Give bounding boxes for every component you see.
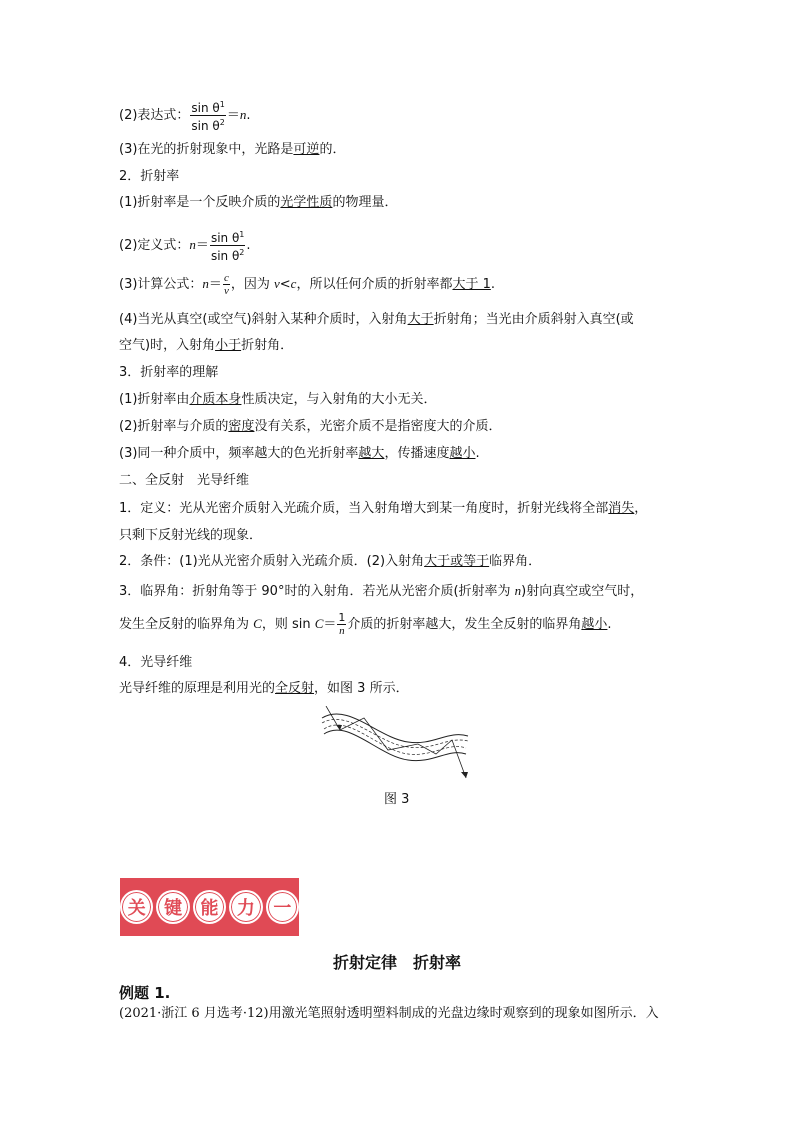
denominator: sin θ	[210, 249, 240, 263]
text: .	[475, 446, 480, 461]
fiber-inner-bottom	[324, 725, 466, 754]
text: ，传播速度	[384, 446, 450, 461]
underlined-answer: 越大	[358, 446, 385, 461]
text: (2)折射率与介质的	[119, 419, 229, 434]
vacuum-line-1	[119, 311, 634, 329]
heading-understanding: 3．折射率的理解	[119, 365, 219, 380]
text: .	[607, 617, 612, 632]
heading-fiber: 4．光导纤维	[119, 655, 193, 670]
text: 空气)时，入射角	[119, 338, 216, 353]
banner-char: 关	[120, 890, 153, 924]
condition-line	[119, 553, 541, 571]
underlined-answer: 光学性质	[280, 195, 333, 210]
understanding-1	[119, 391, 436, 409]
var-n: n	[514, 583, 522, 598]
text: (1)折射率是一个反映介质的	[119, 195, 281, 210]
heading-total-reflection: 二、全反射 光导纤维	[119, 473, 250, 488]
text: <	[279, 277, 291, 292]
underlined-answer: 越小	[581, 617, 608, 632]
text: (2)表达式：	[119, 108, 190, 123]
text: ＝	[195, 238, 209, 253]
sup: 2	[219, 118, 225, 127]
critical-angle-line-2	[119, 612, 612, 637]
text: 的物理量．	[332, 195, 398, 210]
text: ＝	[323, 617, 337, 632]
fraction	[337, 612, 346, 637]
numerator: 1	[338, 611, 346, 624]
fraction	[190, 98, 225, 133]
underlined-answer: 大于或等于	[424, 554, 490, 569]
fiber-outer-bottom	[324, 730, 466, 761]
text: (3)在光的折射现象中，光路是	[119, 142, 294, 157]
definition-tir-2: 只剩下反射光线的现象．	[119, 528, 263, 543]
expression-line	[119, 98, 251, 133]
var-n: n	[189, 237, 196, 252]
underlined-answer: 密度	[228, 419, 255, 434]
text: ，	[634, 501, 648, 516]
text: 2．条件：(1)光从光密介质射入光疏介质．(2)入射角	[119, 554, 425, 569]
optical-property-line	[119, 194, 397, 212]
figure-caption: 图 3	[384, 792, 410, 807]
text: .	[246, 108, 251, 123]
formula-line	[119, 272, 495, 297]
optical-fiber-figure	[318, 706, 470, 782]
var-C: C	[314, 616, 324, 631]
text: (3)同一种介质中，频率越大的色光折射率	[119, 446, 359, 461]
text: 1．定义：光从光密介质射入光疏介质，当入射角增大到某一角度时，折射光线将全部	[119, 501, 609, 516]
text: 介质的折射率越大，发生全反射的临界角	[347, 617, 582, 632]
text: (2)定义式：	[119, 238, 190, 253]
text: 发生全反射的临界角为	[119, 617, 254, 632]
text: 临界角．	[489, 554, 542, 569]
text: (3)计算公式：	[119, 277, 203, 292]
reversible-line	[119, 141, 345, 159]
text: 3．临界角：折射角等于 90°时的入射角．若光从光密介质(折射率为	[119, 584, 515, 599]
understanding-2	[119, 418, 501, 436]
text: ，如图 3 所示．	[314, 681, 409, 696]
text: ＝	[226, 108, 240, 123]
banner-char: 一	[266, 890, 299, 924]
text: (1)折射率由	[119, 392, 190, 407]
example-label: 例题 1.	[119, 984, 171, 1002]
key-ability-banner	[120, 878, 299, 936]
text: 没有关系，光密介质不是指密度大的介质．	[254, 419, 502, 434]
text: .	[490, 277, 495, 292]
heading-refractive-index: 2．折射率	[119, 169, 180, 184]
fiber-inner-top	[322, 719, 468, 747]
var-n: n	[202, 276, 209, 291]
underlined-answer: 可逆	[293, 142, 320, 157]
underlined-answer: 大于	[407, 312, 434, 327]
fraction	[223, 272, 230, 297]
fraction	[210, 228, 245, 263]
sup: 1	[239, 230, 245, 239]
var-C: C	[253, 616, 262, 631]
example-text: (2021·浙江 6 月选考·12)用激光笔照射透明塑料制成的光盘边缘时观察到的现象如图所示．入	[119, 1006, 659, 1021]
var-v: v	[273, 276, 280, 291]
sup: 1	[219, 100, 225, 109]
denominator: n	[339, 625, 345, 637]
numerator: c	[223, 272, 229, 284]
underlined-answer: 全反射	[275, 681, 315, 696]
vacuum-line-2	[119, 337, 293, 355]
banner-char: 能	[193, 890, 226, 924]
text: ，所以任何介质的折射率都	[296, 277, 453, 292]
text: 的．	[319, 142, 346, 157]
fiber-line	[119, 680, 409, 698]
var-c: c	[290, 276, 297, 291]
section-title: 折射定律 折射率	[332, 953, 461, 972]
arrow-icon	[461, 772, 468, 778]
underlined-answer: 介质本身	[189, 392, 242, 407]
text: 折射角；当光由介质斜射入真空(或	[433, 312, 634, 327]
text: .	[246, 238, 251, 253]
var-n: n	[239, 107, 247, 122]
underlined-answer: 越小	[449, 446, 476, 461]
banner-char: 键	[156, 890, 189, 924]
light-ray	[326, 706, 466, 778]
denominator: v	[223, 285, 229, 297]
text: ＝	[208, 277, 222, 292]
text: 性质决定，与入射角的大小无关．	[241, 392, 437, 407]
definition-tir-1	[119, 500, 647, 518]
critical-angle-line-1	[119, 582, 643, 601]
underlined-answer: 大于 1	[452, 277, 491, 292]
text: ，因为	[230, 277, 274, 292]
underlined-answer: 消失	[608, 501, 635, 516]
denominator: sin θ	[191, 119, 220, 133]
underlined-answer: 小于	[215, 338, 242, 353]
understanding-3	[119, 445, 480, 463]
text: 折射角．	[241, 338, 294, 353]
numerator: sin θ	[210, 231, 240, 245]
definition-line	[119, 228, 251, 263]
banner-char: 力	[229, 890, 262, 924]
text: 光导纤维的原理是利用光的	[119, 681, 276, 696]
text: ，则 sin	[261, 617, 315, 632]
text: (4)当光从真空(或空气)斜射入某种介质时，入射角	[119, 312, 408, 327]
text: )射向真空或空气时，	[521, 584, 644, 599]
numerator: sin θ	[191, 101, 220, 115]
sup: 2	[239, 248, 245, 257]
